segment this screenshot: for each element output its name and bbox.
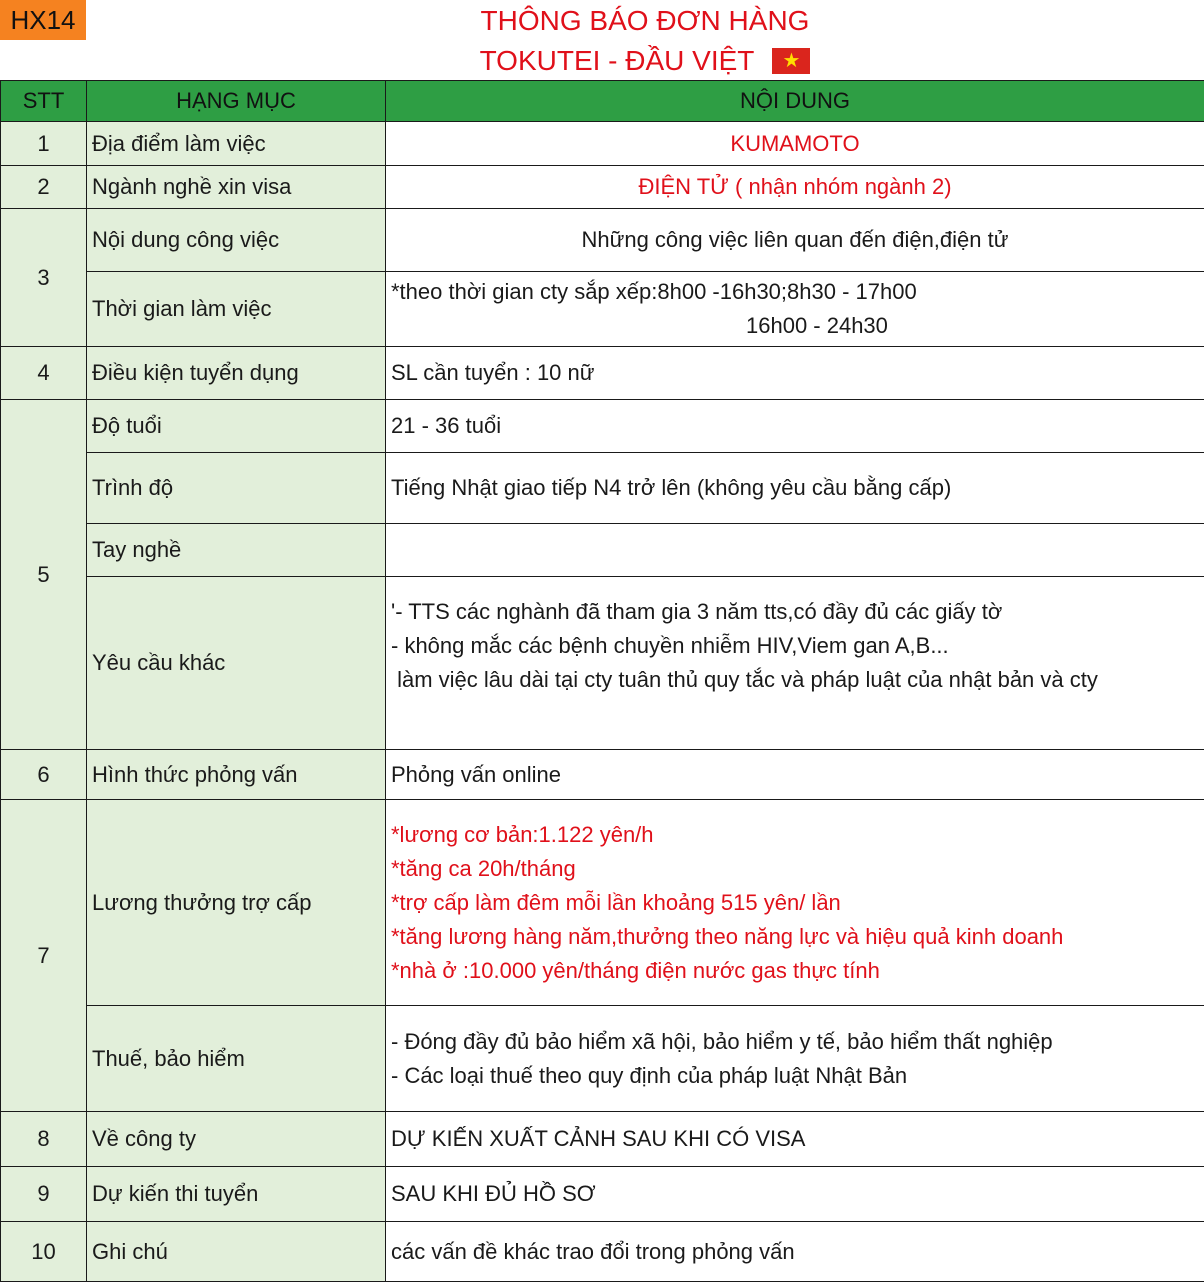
row-label: Địa điểm làm việc (87, 122, 386, 166)
value-line: *tăng lương hàng năm,thưởng theo năng lực và hiệu quả kinh doanh (391, 920, 1199, 954)
row-label: Dự kiến thi tuyển (87, 1167, 386, 1222)
table-row (1, 800, 1204, 1006)
table-row (1, 272, 1204, 347)
row-label: Điều kiện tuyển dụng (87, 347, 386, 400)
table-row (1, 347, 1204, 400)
row-label: Thời gian làm việc (87, 272, 386, 347)
row-label: Ngành nghề xin visa (87, 166, 386, 209)
page-subtitle: TOKUTEI - ĐẦU VIỆT (480, 45, 755, 77)
row-value (386, 577, 1204, 750)
table-row (1, 400, 1204, 453)
table-row (1, 524, 1204, 577)
column-header-content: NỘI DUNG (386, 81, 1204, 122)
row-value: ĐIỆN TỬ ( nhận nhóm ngành 2) (386, 166, 1204, 209)
vietnam-flag-icon: ★ (772, 48, 810, 74)
row-value (386, 800, 1204, 1006)
row-number: 4 (1, 347, 87, 400)
row-label: Lương thưởng trợ cấp (87, 800, 386, 1006)
table-row (1, 1006, 1204, 1112)
value-line: 16h00 - 24h30 (391, 309, 1199, 343)
row-number: 9 (1, 1167, 87, 1222)
table-row (1, 1112, 1204, 1167)
row-number: 3 (1, 209, 87, 347)
value-line: *lương cơ bản:1.122 yên/h (391, 818, 1199, 852)
row-value: SL cần tuyển : 10 nữ (386, 347, 1204, 400)
value-line: *theo thời gian cty sắp xếp:8h00 -16h30;8h30 - 17h00 (391, 275, 1199, 309)
row-value (386, 272, 1204, 347)
row-number: 7 (1, 800, 87, 1112)
column-header-category: HẠNG MỤC (87, 81, 386, 122)
row-number: 1 (1, 122, 87, 166)
value-line: - không mắc các bệnh chuyền nhiễm HIV,Viem gan A,B... (391, 629, 1199, 663)
value-line: *nhà ở :10.000 yên/tháng điện nước gas thực tính (391, 954, 1199, 988)
row-number: 5 (1, 400, 87, 750)
row-label: Hình thức phỏng vấn (87, 750, 386, 800)
value-line: *trợ cấp làm đêm mỗi lần khoảng 515 yên/ lần (391, 886, 1199, 920)
order-code-badge: HX14 (0, 0, 86, 40)
row-number: 2 (1, 166, 87, 209)
row-number: 10 (1, 1222, 87, 1282)
value-line: - Đóng đầy đủ bảo hiểm xã hội, bảo hiểm y tế, bảo hiểm thất nghiệp (391, 1025, 1199, 1059)
row-number: 8 (1, 1112, 87, 1167)
row-label: Thuế, bảo hiểm (87, 1006, 386, 1112)
value-line: '- TTS các nghành đã tham gia 3 năm tts,có đầy đủ các giấy tờ (391, 595, 1199, 629)
row-number: 6 (1, 750, 87, 800)
row-value: các vấn đề khác trao đổi trong phỏng vấn (386, 1222, 1204, 1282)
row-value: Tiếng Nhật giao tiếp N4 trở lên (không yêu cầu bằng cấp) (386, 453, 1204, 524)
row-label: Trình độ (87, 453, 386, 524)
row-label: Nội dung công việc (87, 209, 386, 272)
row-label: Về công ty (87, 1112, 386, 1167)
value-line: *tăng ca 20h/tháng (391, 852, 1199, 886)
table-row (1, 577, 1204, 750)
column-header-stt: STT (1, 81, 87, 122)
row-value: DỰ KIẾN XUẤT CẢNH SAU KHI CÓ VISA (386, 1112, 1204, 1167)
page-title: THÔNG BÁO ĐƠN HÀNG (86, 0, 1204, 42)
row-value: KUMAMOTO (386, 122, 1204, 166)
row-value: 21 - 36 tuổi (386, 400, 1204, 453)
row-value: SAU KHI ĐỦ HỒ SƠ (386, 1167, 1204, 1222)
page-subtitle-row (86, 42, 1204, 80)
order-table (0, 80, 1204, 1282)
row-label: Độ tuổi (87, 400, 386, 453)
table-row (1, 1222, 1204, 1282)
table-row (1, 453, 1204, 524)
row-label: Ghi chú (87, 1222, 386, 1282)
row-label: Tay nghề (87, 524, 386, 577)
table-row (1, 750, 1204, 800)
value-line: - Các loại thuế theo quy định của pháp luật Nhật Bản (391, 1059, 1199, 1093)
table-row (1, 122, 1204, 166)
table-row (1, 209, 1204, 272)
row-value (386, 524, 1204, 577)
table-row (1, 166, 1204, 209)
row-value: Những công việc liên quan đến điện,điện tử (386, 209, 1204, 272)
row-value: Phỏng vấn online (386, 750, 1204, 800)
table-header-row (1, 81, 1204, 122)
row-value (386, 1006, 1204, 1112)
row-label: Yêu cầu khác (87, 577, 386, 750)
value-line: làm việc lâu dài tại cty tuân thủ quy tắc và pháp luật của nhật bản và cty (391, 663, 1199, 697)
table-row (1, 1167, 1204, 1222)
